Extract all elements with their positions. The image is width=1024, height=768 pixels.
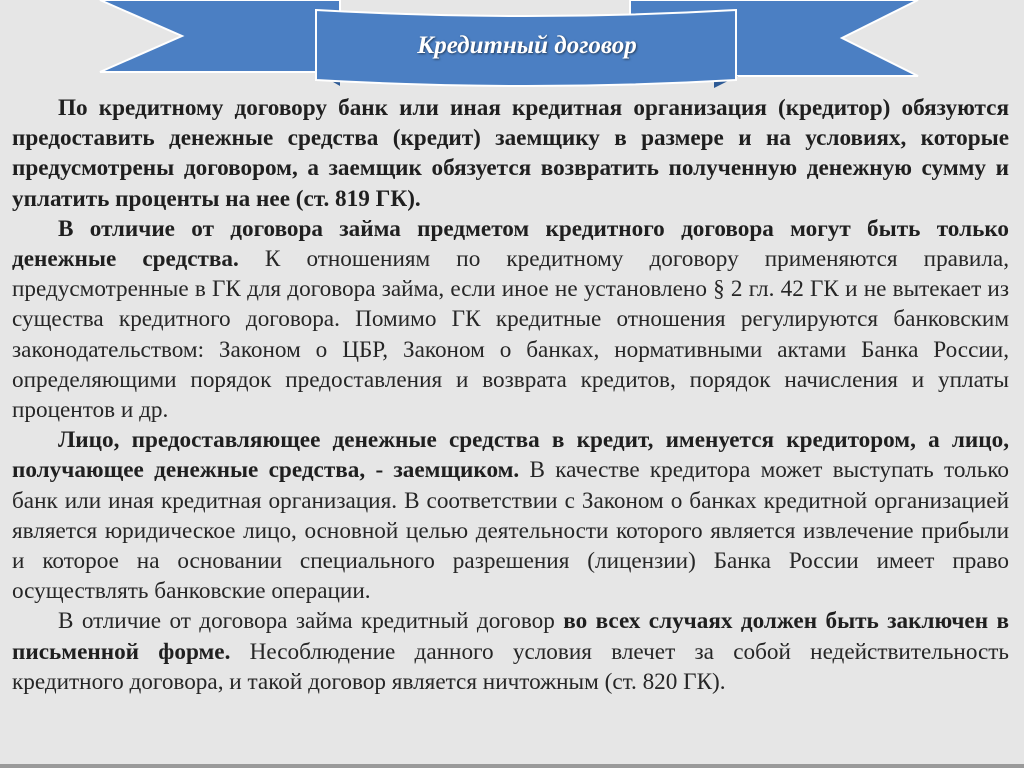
paragraph-3 <box>12 425 1009 606</box>
slide-title: Кредитный договор <box>417 32 637 59</box>
paragraph-4-lead: В отличие от договора займа кредитный договор <box>58 608 564 635</box>
paragraph-4 <box>12 606 1009 697</box>
paragraph-2 <box>12 214 1009 425</box>
ribbon-left-tail <box>100 0 340 72</box>
paragraph-1-bold: По кредитному договору банк или иная кредитная организация (кредитор) обязуются предоставить денежные средства (кредит) заемщику в размере и на условиях, которые предусмотрены договором, а заемщик обязуется возвратить полученную денежную сумму и уплатить проценты на нее (ст. 819 ГК). <box>12 95 1009 212</box>
paragraph-3-bold: Лицо, предоставляющее денежные средства в кредит, именуется кредитором, а лицо, получающее денежные средства, - заемщиком. <box>12 427 1009 484</box>
paragraph-4-text: Несоблюдение данного условия влечет за собой недействительность кредитного договора, и такой договор является ничтожным (ст. 820 ГК). <box>12 638 1009 695</box>
bottom-rule <box>0 764 1024 768</box>
paragraph-2-bold: В отличие от договора займа предметом кредитного договора могут быть только денежные средства. <box>12 215 1009 273</box>
paragraph-3-text: В качестве кредитора может выступать только банк или иная кредитная организация. В соответствии с Законом о банках кредитной организацией является юридическое лицо, основной целью деятельности которого является извлечение прибыли и которое на основании специального разрешения (лицензии) Банка России имеет право осуществлять банковские операции. <box>12 457 1009 605</box>
paragraph-2-text: К отношениям по кредитному договору применяются правила, предусмотренные в ГК для договора займа, если иное не установлено § 2 гл. 42 ГК и не вытекает из существа кредитного договора. Помимо ГК кредитные отношения регулируются банковским законодательством: Законом о ЦБР, Законом о банках, нормативными актами Банка России, определяющими порядок предоставления и возврата кредитов, порядок начисления и уплаты процентов и др. <box>12 246 1009 424</box>
paragraph-1 <box>12 93 1009 214</box>
body-text <box>12 93 1009 697</box>
paragraph-4-bold: во всех случаях должен быть заключен в письменной форме. <box>12 608 1009 665</box>
